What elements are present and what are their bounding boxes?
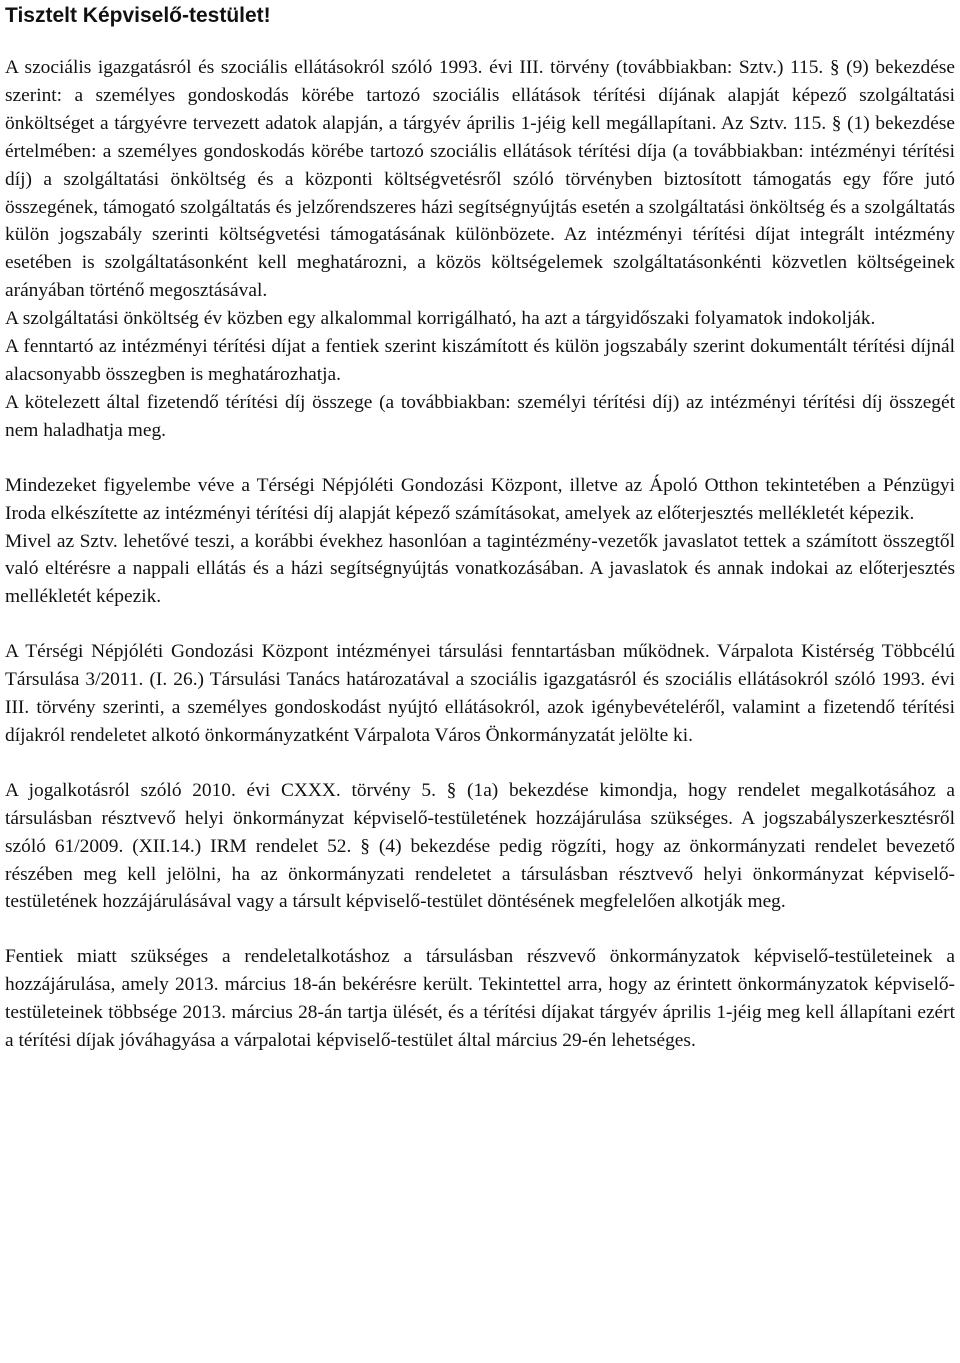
paragraph-onkoltseg-korrekcio: A szolgáltatási önköltség év közben egy alkalommal korrigálható, ha azt a tárgyidőszaki folyamatok indokolják.: [5, 308, 876, 330]
paragraph-sztv-115: A szociális igazgatásról és szociális ellátásokról szóló 1993. évi III. törvény (továbbiakban: Sztv.) 115. § (9) bekezdése szerint: a személyes gondoskodás körébe tartozó szociális ellátások térítési díjának alapját képező szolgáltatási önköltséget a tárgyévre tervezett adatok alapján, a tárgyév április 1-jéig kell megállapítani. Az Sztv. 115. § (1) bekezdése értelmében: a személyes gondoskodás körébe tartozó szociális ellátások térítési díja (a továbbiakban: intézményi térítési díj) a szolgáltatási önköltség és a központi költségvetésről szóló törvényben biztosított támogatás egy főre jutó összegének, támogató szolgáltatás és jelzőrendszeres házi segítségnyújtás esetén a szolgáltatási önköltség és a szolgáltatás külön jogszabály szerinti költségvetési támogatásának különbözete. Az intézményi térítési díjat integrált intézmény esetében is szolgáltatásonként kell meghatározni, a közös költségelemek szolgáltatásonkénti közvetlen költségeinek arányában történő megosztásával.: [5, 57, 955, 302]
paragraph-kotelezett: A kötelezett által fizetendő térítési díj összege (a továbbiakban: személyi térítési díj) az intézményi térítési díj összegét nem haladhatja meg.: [5, 391, 955, 441]
document-title: Tisztelt Képviselő-testület!: [5, 4, 271, 27]
paragraph-mindezeket: Mindezeket figyelembe véve a Térségi Népjóléti Gondozási Központ, illetve az Ápoló Otthon tekintetében a Pénzügyi Iroda elkészítette az intézményi térítési díj alapját képező számításokat, amelyek az előterjesztés mellékletét képezik.: [5, 474, 955, 524]
paragraph-fenntarto: A fenntartó az intézményi térítési díjat a fentiek szerint kiszámított és külön jogszabály szerint dokumentált térítési díjnál alacsonyabb összegben is meghatározhatja.: [5, 336, 955, 385]
paragraph-jogalkotas: A jogalkotásról szóló 2010. évi CXXX. törvény 5. § (1a) bekezdése kimondja, hogy rendelet megalkotásához a társulásban résztvevő helyi önkormányzat képviselő-testületének hozzájárulása szükséges. A jogszabályszerkesztésről szóló 61/2009. (XII.14.) IRM rendelet 52. § (4) bekezdése pedig rögzíti, hogy az önkormányzati rendelet bevezető részében meg kell jelölni, ha az önkormányzati rendeletet a társulásban résztvevő helyi önkormányzat képviselő-testületének hozzájárulásával vagy a társult képviselő-testület döntésének megfelelően alkotják meg.: [5, 779, 955, 913]
paragraph-fentiek: Fentiek miatt szükséges a rendeletalkotáshoz a társulásban részvevő önkormányzatok képviselő-testületeinek a hozzájárulása, amely 2013. március 18-án bekérésre került. Tekintettel arra, hogy az érintett önkormányzatok képviselő-testületeinek többsége 2013. március 28-án tartja ülését, és a térítési díjakat tárgyév április 1-jéig meg kell állapítani ezért a térítési díjak jóváhagyása a várpalotai képviselő-testület által március 29-én lehetséges.: [5, 946, 955, 1052]
paragraph-tarsulas: A Térségi Népjóléti Gondozási Központ intézményei társulási fenntartásban működnek. Várpalota Kistérség Többcélú Társulása 3/2011. (I. 26.) Társulási Tanács határozatával a szociális igazgatásról és szociális ellátásokról szóló 1993. évi III. törvény szerinti, a személyes gondoskodást nyújtó ellátásokról, azok igénybevételéről, valamint a fizetendő térítési díjakról rendeletet alkotó önkormányzatként Várpalota Város Önkormányzatát jelölte ki.: [5, 641, 955, 746]
paragraph-mivel: Mivel az Sztv. lehetővé teszi, a korábbi évekhez hasonlóan a tagintézmény-vezetők javaslatot tettek a számított összegtől való eltérésre a nappali ellátás és a házi segítségnyújtás vonatkozásában. A javaslatok és annak indokai az előterjesztés mellékletét képezik.: [5, 530, 955, 608]
